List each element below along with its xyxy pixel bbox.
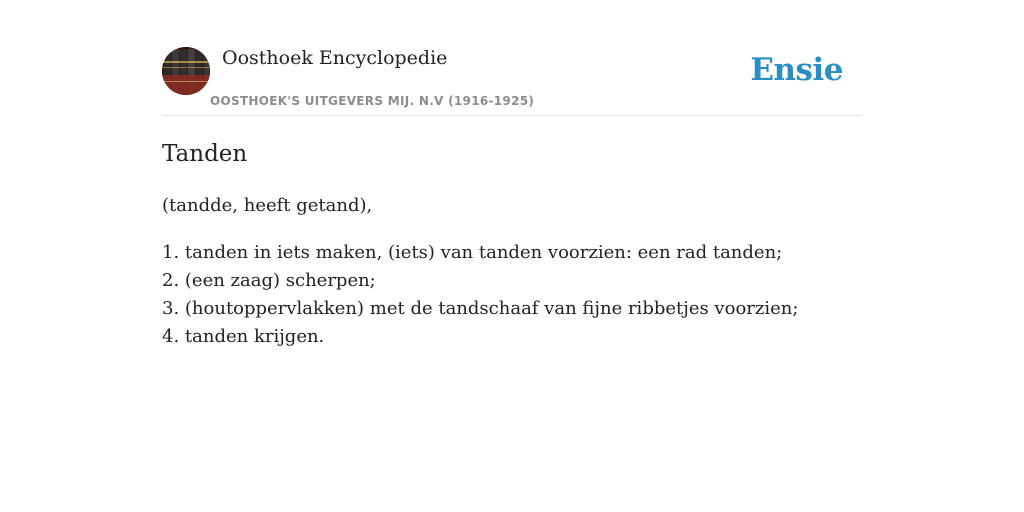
source-header [162,0,862,116]
brand-logo[interactable]: Ensie [750,52,843,88]
entry-title: Tanden [162,141,248,167]
source-subtitle: OOSTHOEK'S UITGEVERS MIJ. N.V (1916-1925) [210,94,535,108]
definition-item: 1. tanden in iets maken, (iets) van tanden voorzien: een rad tanden; [162,242,783,263]
definition-list [162,240,798,352]
definition-item: 3. (houtoppervlakken) met de tandschaaf van fijne ribbetjes voorzien; [162,298,799,319]
page [162,0,862,512]
definition-item: 4. tanden krijgen. [162,326,325,347]
definition-item: 2. (een zaag) scherpen; [162,270,376,291]
encyclopedia-books-icon[interactable] [162,47,210,95]
entry-intro: (tandde, heeft getand), [162,195,373,216]
source-title[interactable]: Oosthoek Encyclopedie [222,47,448,69]
